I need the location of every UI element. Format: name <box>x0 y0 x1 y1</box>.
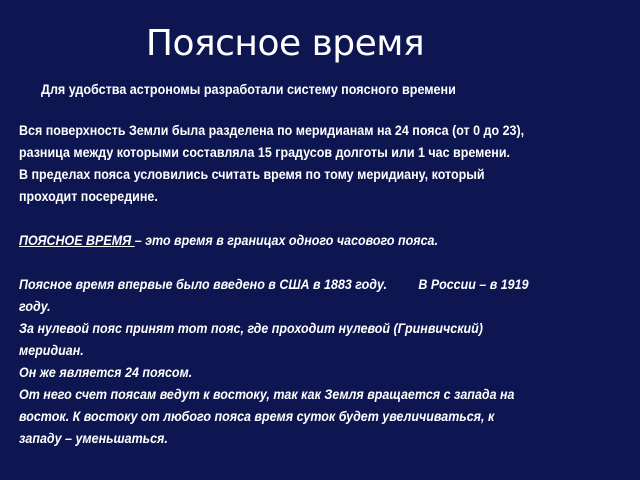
paragraph-3-line-4: От него счет поясам ведут к востоку, так как Земля вращается с запада на <box>19 387 515 402</box>
paragraph-3-line-3: Он же является 24 поясом. <box>19 365 193 380</box>
paragraph-1-line-3: В пределах пояса условились считать время по тому меридиану, который <box>19 167 485 182</box>
paragraph-3-line-5: восток. К востоку от любого пояса время суток будет увеличиваться, к <box>19 409 495 424</box>
definition-line <box>19 230 618 252</box>
paragraph-3-line-2: меридиан. <box>19 343 84 358</box>
paragraph-1-line-2: разница между которыми составляла 15 градусов долготы или 1 час времени. <box>19 145 511 160</box>
definition-term: ПОЯСНОЕ ВРЕМЯ <box>19 233 135 248</box>
blank-line <box>19 208 618 230</box>
history-line-1 <box>19 274 618 296</box>
history-russia: В России – в 1919 <box>418 277 529 292</box>
slide-body <box>19 120 618 450</box>
paragraph-1-line-1: Вся поверхность Земли была разделена по меридианам на 24 пояса (от 0 до 23), <box>19 123 525 138</box>
definition-text: – это время в границах одного часового пояса. <box>134 233 438 248</box>
history-line-2: году. <box>19 299 51 314</box>
paragraph-1-line-4: проходит посередине. <box>19 189 158 204</box>
blank-line <box>19 252 618 274</box>
paragraph-3-line-6: западу – уменьшаться. <box>19 431 168 446</box>
history-usa: Поясное время впервые было введено в США в 1883 году. <box>19 277 387 292</box>
slide-subtitle: Для удобства астрономы разработали систему поясного времени <box>41 82 456 97</box>
slide-title: Поясное время <box>145 23 425 64</box>
paragraph-3-line-1: За нулевой пояс принят тот пояс, где проходит нулевой (Гринвичский) <box>19 321 483 336</box>
